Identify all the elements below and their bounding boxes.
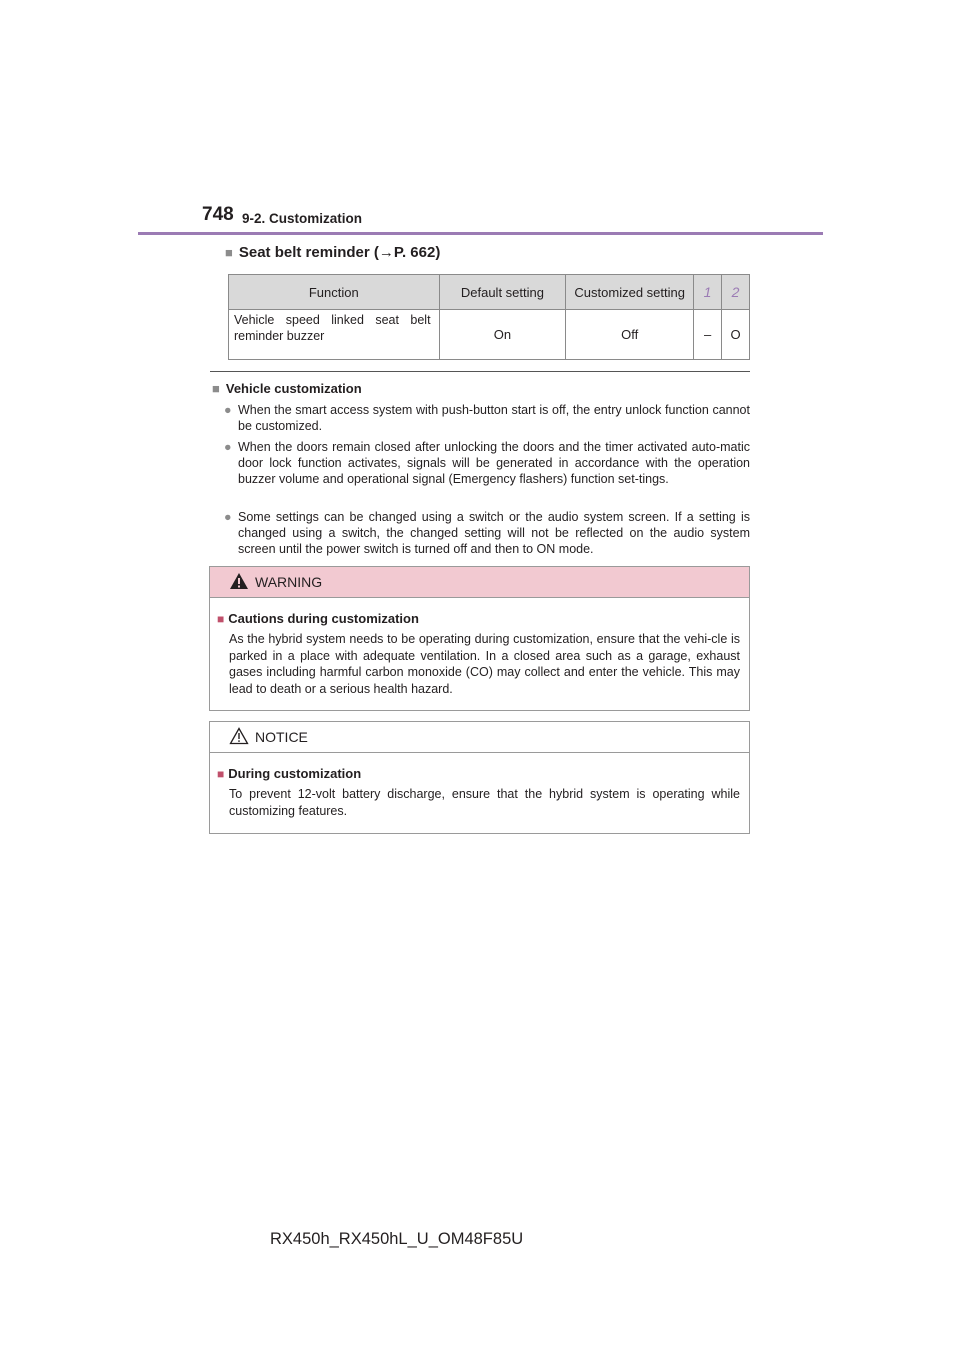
circle-bullet-icon: ●	[224, 510, 232, 524]
notes-divider	[210, 371, 750, 372]
list-item-text: Some settings can be changed using a switch or the audio system screen. If a setting is changed using a switch, the changed setting will not be reflected on the audio system screen until the power switch is turned off and then to ON mode.	[238, 510, 750, 557]
notice-box	[209, 721, 750, 834]
warning-header	[210, 567, 749, 598]
col-header-method-1	[694, 275, 722, 310]
notice-header	[210, 722, 749, 753]
col-header-function: Function	[229, 275, 440, 310]
square-bullet-icon: ■	[225, 245, 233, 260]
method-2-icon: 2	[731, 284, 740, 300]
square-bullet-icon: ■	[217, 612, 225, 626]
warning-triangle-icon	[229, 572, 249, 590]
square-bullet-icon: ■	[217, 767, 225, 781]
list-item	[224, 509, 750, 558]
list-item	[224, 402, 750, 434]
table-header-row	[229, 275, 750, 310]
square-bullet-icon: ■	[212, 381, 220, 396]
seatbelt-heading	[225, 244, 440, 261]
method-1-icon: 1	[703, 284, 712, 300]
cell-function: Vehicle speed linked seat belt reminder buzzer	[229, 310, 440, 360]
warning-subheading	[217, 611, 419, 626]
notice-subheading-text: During customization	[228, 766, 362, 781]
list-item	[224, 439, 750, 488]
section-title: 9-2. Customization	[242, 211, 363, 226]
warning-text: As the hybrid system needs to be operating during customization, ensure that the vehi-cle is parked in a place with adequate ventilation. In a closed area such as a garage, exhaust gases including harmful carbon monoxide (CO) may collect and enter the vehicle. This may lead to death or a serious health hazard.	[229, 632, 740, 696]
settings-table	[228, 274, 750, 360]
circle-bullet-icon: ●	[224, 440, 232, 454]
seatbelt-heading-text: Seat belt reminder (→P. 662)	[238, 244, 441, 261]
notice-label: NOTICE	[255, 729, 308, 745]
cell-default: On	[439, 310, 566, 360]
cell-customized: Off	[566, 310, 694, 360]
circle-bullet-icon: ●	[224, 403, 232, 417]
warning-label: WARNING	[255, 574, 323, 590]
col-header-default: Default setting	[439, 275, 566, 310]
warning-subheading-text: Cautions during customization	[228, 611, 419, 626]
caution-triangle-icon	[229, 727, 249, 745]
manual-code: RX450h_RX450hL_U_OM48F85U	[270, 1230, 524, 1248]
page-number: 748	[202, 204, 234, 225]
warning-box	[209, 566, 750, 711]
notice-text: To prevent 12-volt battery discharge, ensure that the hybrid system is operating while customizing features.	[229, 787, 740, 818]
notice-subheading	[217, 766, 361, 781]
col-header-method-2	[722, 275, 750, 310]
list-item-text: When the smart access system with push-button start is off, the entry unlock function cannot be customized.	[238, 403, 750, 434]
cell-method-2: O	[722, 310, 750, 360]
cell-method-1: –	[694, 310, 722, 360]
list-item-text: When the doors remain closed after unlocking the doors and the timer activated auto-matic door lock function activates, signals will be generated in accordance with the operation buzzer volume and operational signal (Emergency flashers) function set-tings.	[238, 440, 750, 487]
header-divider	[138, 232, 823, 235]
notes-heading	[212, 381, 362, 396]
col-header-customized: Customized setting	[566, 275, 694, 310]
table-row	[229, 310, 750, 360]
notes-heading-text: Vehicle customization	[225, 381, 362, 396]
